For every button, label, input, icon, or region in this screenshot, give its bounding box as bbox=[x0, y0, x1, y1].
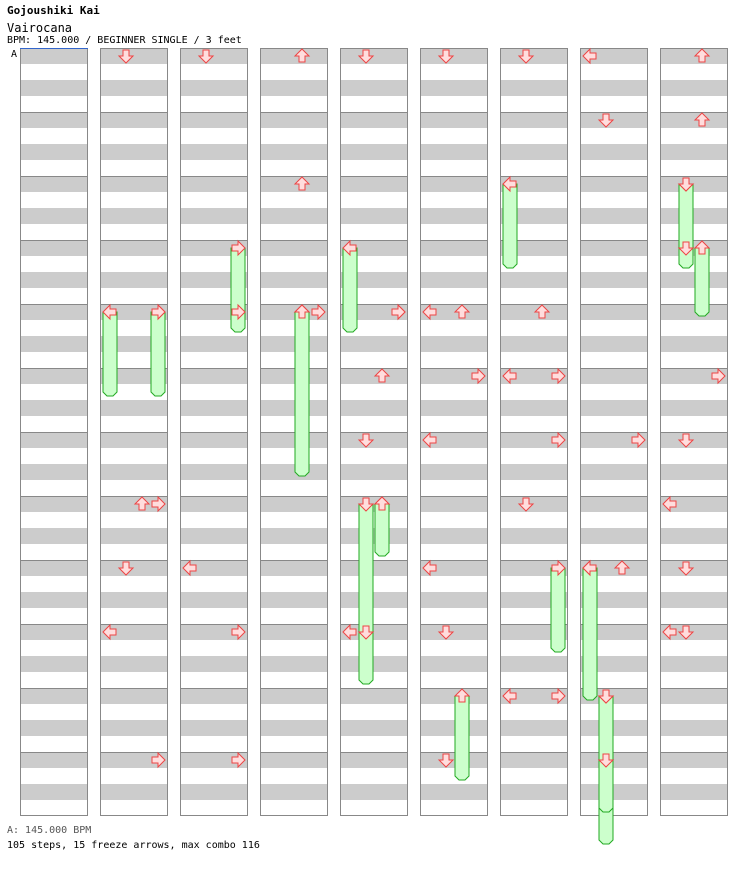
stripe-band bbox=[20, 592, 88, 608]
stripe-band bbox=[660, 720, 728, 736]
stripe-band bbox=[20, 624, 88, 640]
stripe-band bbox=[340, 208, 408, 224]
stripe-band bbox=[20, 304, 88, 320]
stripe-band bbox=[260, 560, 328, 576]
chart-stats: 105 steps, 15 freeze arrows, max combo 116 bbox=[7, 840, 260, 851]
stripe-band bbox=[180, 528, 248, 544]
stripe-band bbox=[660, 48, 728, 64]
bpm-marker-label: A bbox=[11, 49, 18, 60]
stripe-band bbox=[180, 112, 248, 128]
stripe-band bbox=[340, 720, 408, 736]
stripe-band bbox=[20, 240, 88, 256]
stripe-band bbox=[580, 752, 648, 768]
stripe-band bbox=[100, 720, 168, 736]
stripe-band bbox=[20, 560, 88, 576]
stripe-band bbox=[500, 304, 568, 320]
stripe-band bbox=[500, 112, 568, 128]
stripe-band bbox=[260, 464, 328, 480]
stripe-band bbox=[420, 176, 488, 192]
stripe-band bbox=[100, 688, 168, 704]
stripe-band bbox=[180, 208, 248, 224]
stripe-band bbox=[500, 272, 568, 288]
stripe-band bbox=[660, 784, 728, 800]
stripe-band bbox=[260, 496, 328, 512]
stripe-band bbox=[340, 464, 408, 480]
stripe-band bbox=[20, 464, 88, 480]
stripe-band bbox=[580, 80, 648, 96]
stripe-band bbox=[340, 176, 408, 192]
stripe-band bbox=[260, 144, 328, 160]
freeze-hold bbox=[343, 248, 357, 332]
stripe-band bbox=[660, 752, 728, 768]
stripe-band bbox=[580, 336, 648, 352]
stripe-band bbox=[580, 400, 648, 416]
freeze-hold bbox=[551, 568, 565, 652]
stripe-band bbox=[180, 336, 248, 352]
stripe-band bbox=[100, 400, 168, 416]
stripe-band bbox=[20, 368, 88, 384]
stripe-band bbox=[580, 176, 648, 192]
stripe-band bbox=[660, 528, 728, 544]
stripe-band bbox=[260, 688, 328, 704]
stripe-band bbox=[660, 80, 728, 96]
stripe-band bbox=[260, 656, 328, 672]
stripe-band bbox=[20, 176, 88, 192]
stripe-band bbox=[180, 48, 248, 64]
stripe-band bbox=[260, 176, 328, 192]
stripe-band bbox=[180, 592, 248, 608]
stripe-band bbox=[420, 752, 488, 768]
freeze-hold bbox=[503, 184, 517, 268]
stripe-band bbox=[100, 560, 168, 576]
chart-info: BPM: 145.000 / BEGINNER SINGLE / 3 feet bbox=[7, 35, 242, 46]
stripe-band bbox=[20, 432, 88, 448]
stripe-band bbox=[20, 528, 88, 544]
stripe-band bbox=[420, 592, 488, 608]
stripe-band bbox=[20, 688, 88, 704]
stripe-band bbox=[500, 464, 568, 480]
stripe-band bbox=[420, 464, 488, 480]
stripe-band bbox=[100, 80, 168, 96]
stripe-band bbox=[100, 176, 168, 192]
stripe-band bbox=[180, 720, 248, 736]
stripe-band bbox=[100, 112, 168, 128]
stripe-band bbox=[260, 720, 328, 736]
freeze-hold bbox=[583, 568, 597, 700]
stripe-band bbox=[340, 80, 408, 96]
stripe-band bbox=[500, 48, 568, 64]
stripe-band bbox=[420, 688, 488, 704]
song-subtitle: Vairocana bbox=[7, 21, 73, 35]
stripe-band bbox=[500, 656, 568, 672]
stripe-band bbox=[260, 48, 328, 64]
stripe-band bbox=[260, 240, 328, 256]
stripe-band bbox=[420, 80, 488, 96]
stripe-band bbox=[340, 528, 408, 544]
stripe-band bbox=[420, 528, 488, 544]
stripe-band bbox=[660, 176, 728, 192]
stripe-band bbox=[180, 144, 248, 160]
stripe-band bbox=[180, 80, 248, 96]
stripe-band bbox=[660, 336, 728, 352]
stripe-band bbox=[340, 592, 408, 608]
stripe-band bbox=[420, 624, 488, 640]
stripe-band bbox=[100, 240, 168, 256]
stripe-band bbox=[420, 784, 488, 800]
stripe-band bbox=[580, 720, 648, 736]
stripe-band bbox=[340, 752, 408, 768]
stripe-band bbox=[100, 528, 168, 544]
stripe-band bbox=[660, 656, 728, 672]
stripe-band bbox=[580, 464, 648, 480]
stripe-band bbox=[20, 272, 88, 288]
stripe-band bbox=[340, 432, 408, 448]
stripe-band bbox=[340, 688, 408, 704]
stripe-band bbox=[20, 400, 88, 416]
stripe-band bbox=[260, 592, 328, 608]
stripe-band bbox=[180, 656, 248, 672]
stripe-band bbox=[260, 208, 328, 224]
stripe-band bbox=[580, 304, 648, 320]
stripe-band bbox=[420, 208, 488, 224]
freeze-hold bbox=[599, 760, 613, 812]
stripe-band bbox=[20, 752, 88, 768]
stripe-band bbox=[20, 112, 88, 128]
stripe-band bbox=[660, 272, 728, 288]
stripe-band bbox=[660, 400, 728, 416]
stripe-band bbox=[340, 144, 408, 160]
stripe-band bbox=[580, 784, 648, 800]
stripe-band bbox=[580, 272, 648, 288]
stripe-band bbox=[580, 528, 648, 544]
stripe-band bbox=[180, 400, 248, 416]
stripe-band bbox=[100, 592, 168, 608]
stripe-band bbox=[20, 208, 88, 224]
stripe-band bbox=[180, 496, 248, 512]
stripe-band bbox=[260, 784, 328, 800]
stripe-band bbox=[420, 400, 488, 416]
stripe-band bbox=[20, 48, 88, 64]
stripe-band bbox=[420, 656, 488, 672]
stripe-band bbox=[260, 624, 328, 640]
stripe-band bbox=[660, 560, 728, 576]
stripe-band bbox=[100, 432, 168, 448]
stripe-band bbox=[660, 464, 728, 480]
stripe-band bbox=[420, 144, 488, 160]
stripe-band bbox=[420, 336, 488, 352]
stripe-band bbox=[660, 208, 728, 224]
stripe-band bbox=[660, 432, 728, 448]
stripe-band bbox=[100, 464, 168, 480]
stripe-band bbox=[340, 656, 408, 672]
stripe-band bbox=[420, 112, 488, 128]
stripe-band bbox=[260, 432, 328, 448]
stripe-band bbox=[260, 112, 328, 128]
stripe-band bbox=[420, 272, 488, 288]
stripe-band bbox=[20, 336, 88, 352]
stripe-band bbox=[260, 336, 328, 352]
freeze-hold bbox=[375, 504, 389, 556]
stripe-band bbox=[420, 720, 488, 736]
bpm-summary: A: 145.000 BPM bbox=[7, 825, 92, 836]
stripe-band bbox=[20, 80, 88, 96]
stripe-band bbox=[580, 112, 648, 128]
freeze-hold bbox=[359, 504, 373, 684]
stripe-band bbox=[420, 48, 488, 64]
stripe-band bbox=[500, 496, 568, 512]
stripe-band bbox=[660, 240, 728, 256]
freeze-hold bbox=[695, 248, 709, 316]
stripe-band bbox=[660, 112, 728, 128]
stripe-band bbox=[580, 496, 648, 512]
stripe-band bbox=[20, 496, 88, 512]
stripe-band bbox=[100, 48, 168, 64]
stripe-band bbox=[500, 752, 568, 768]
stripe-band bbox=[340, 48, 408, 64]
stripe-band bbox=[340, 496, 408, 512]
stripe-band bbox=[340, 400, 408, 416]
stripe-band bbox=[100, 208, 168, 224]
stripe-band bbox=[260, 400, 328, 416]
stripe-band bbox=[420, 240, 488, 256]
freeze-hold bbox=[295, 312, 309, 476]
stripe-band bbox=[500, 336, 568, 352]
stripe-band bbox=[500, 80, 568, 96]
stripes-layer bbox=[20, 48, 728, 800]
stripe-band bbox=[260, 752, 328, 768]
freeze-hold bbox=[151, 312, 165, 396]
stripe-band bbox=[100, 784, 168, 800]
stripe-band bbox=[20, 144, 88, 160]
song-title: Gojoushiki Kai bbox=[7, 4, 100, 17]
stripe-band bbox=[260, 528, 328, 544]
stripe-band bbox=[180, 688, 248, 704]
stripe-band bbox=[340, 368, 408, 384]
stripe-band bbox=[340, 784, 408, 800]
stripe-band bbox=[660, 592, 728, 608]
stripe-band bbox=[500, 720, 568, 736]
stripe-band bbox=[580, 208, 648, 224]
stripe-band bbox=[260, 80, 328, 96]
stripe-band bbox=[420, 496, 488, 512]
stripe-band bbox=[100, 144, 168, 160]
stripe-band bbox=[340, 112, 408, 128]
stripe-band bbox=[340, 560, 408, 576]
stripe-band bbox=[180, 176, 248, 192]
freeze-hold bbox=[455, 696, 469, 780]
stripe-band bbox=[500, 144, 568, 160]
stripe-band bbox=[660, 304, 728, 320]
stripe-band bbox=[100, 272, 168, 288]
stripe-band bbox=[20, 784, 88, 800]
stripe-band bbox=[20, 656, 88, 672]
freeze-hold bbox=[103, 312, 117, 396]
stripe-band bbox=[660, 144, 728, 160]
stripe-band bbox=[180, 368, 248, 384]
stripe-band bbox=[180, 432, 248, 448]
stripe-band bbox=[260, 368, 328, 384]
stripe-band bbox=[260, 272, 328, 288]
stripe-band bbox=[580, 144, 648, 160]
stripe-band bbox=[20, 720, 88, 736]
stripe-band bbox=[580, 240, 648, 256]
stripe-band bbox=[500, 528, 568, 544]
stripe-band bbox=[500, 784, 568, 800]
stripe-band bbox=[500, 400, 568, 416]
stripe-band bbox=[180, 784, 248, 800]
stripe-band bbox=[100, 656, 168, 672]
stripe-band bbox=[340, 336, 408, 352]
stripe-band bbox=[180, 464, 248, 480]
stripe-band bbox=[580, 368, 648, 384]
stripe-band bbox=[660, 688, 728, 704]
